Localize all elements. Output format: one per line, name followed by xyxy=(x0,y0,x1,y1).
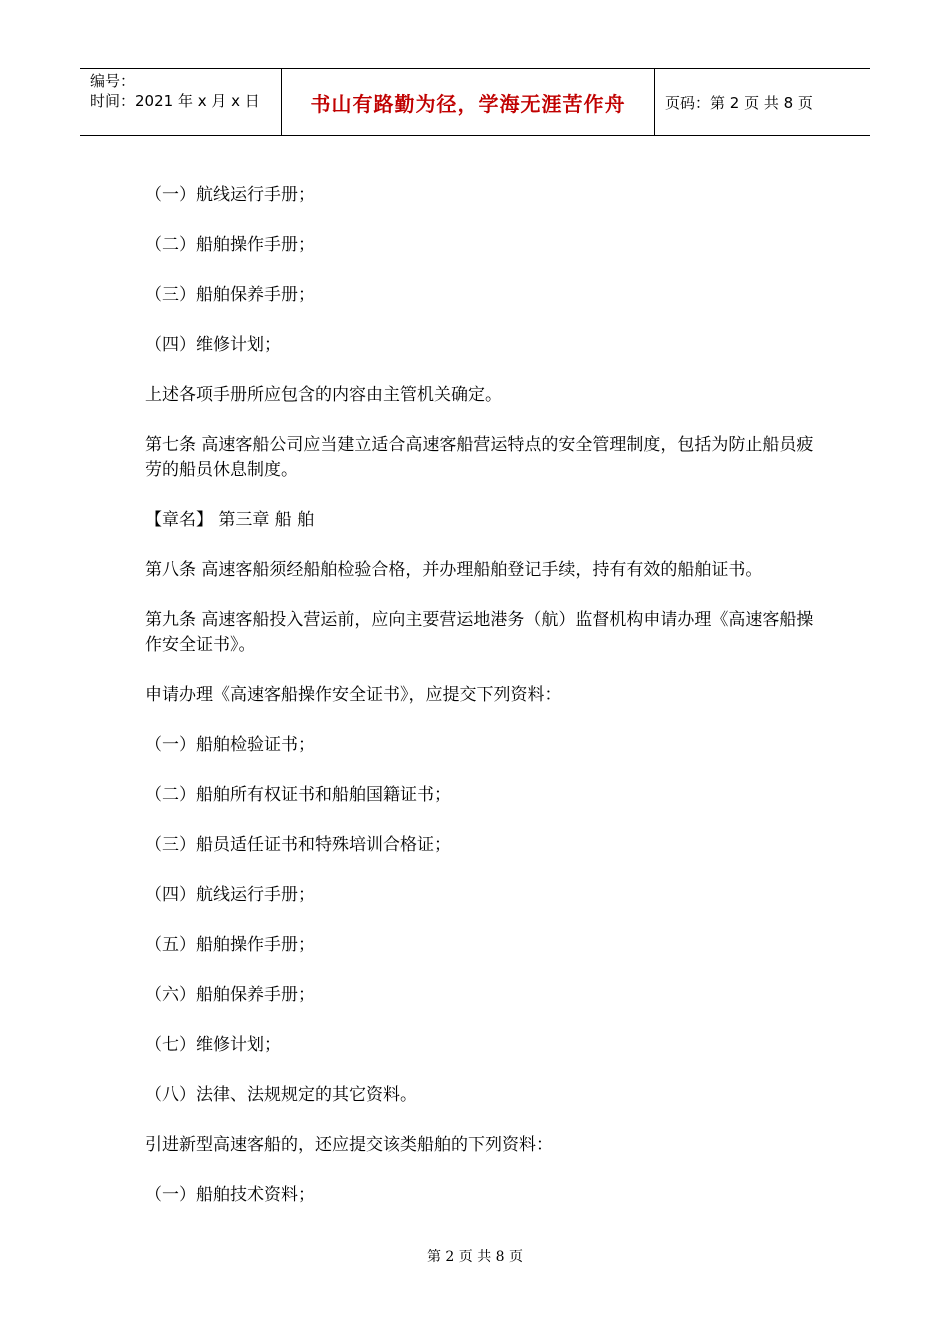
paragraph: 引进新型高速客船的，还应提交该类船舶的下列资料： xyxy=(145,1135,553,1155)
chapter-heading: 【章名】 第三章 船 舶 xyxy=(145,510,315,530)
page-header xyxy=(80,68,870,136)
paragraph: （四）维修计划； xyxy=(145,335,281,355)
list-item: （三）船员适任证书和特殊培训合格证； xyxy=(145,835,451,855)
document-date-label: 时间：2021 年 x 月 x 日 xyxy=(90,92,260,110)
list-item: （一）船舶检验证书； xyxy=(145,735,315,755)
document-body xyxy=(145,183,825,1233)
article-7: 第七条 高速客船公司应当建立适合高速客船营运特点的安全管理制度，包括为防止船员疲劳的船员休息制度。 xyxy=(145,435,814,480)
document-number-label: 编号： xyxy=(90,72,136,90)
header-meta xyxy=(80,69,282,135)
list-item: （八）法律、法规规定的其它资料。 xyxy=(145,1085,417,1105)
list-item: （五）船舶操作手册； xyxy=(145,935,315,955)
list-item: （六）船舶保养手册； xyxy=(145,985,315,1005)
paragraph: 申请办理《高速客船操作安全证书》，应提交下列资料： xyxy=(145,685,562,705)
paragraph: （二）船舶操作手册； xyxy=(145,235,315,255)
header-motto: 书山有路勤为径，学海无涯苦作舟 xyxy=(282,69,655,135)
article-8: 第八条 高速客船须经船舶检验合格，并办理船舶登记手续，持有有效的船舶证书。 xyxy=(145,560,763,580)
list-item: （二）船舶所有权证书和船舶国籍证书； xyxy=(145,785,451,805)
paragraph: （三）船舶保养手册； xyxy=(145,285,315,305)
list-item: （一）船舶技术资料； xyxy=(145,1185,315,1205)
page-footer: 第 2 页 共 8 页 xyxy=(426,1249,524,1265)
list-item: （七）维修计划； xyxy=(145,1035,281,1055)
paragraph: （一）航线运行手册； xyxy=(145,185,315,205)
paragraph: 上述各项手册所应包含的内容由主管机关确定。 xyxy=(145,385,502,405)
list-item: （四）航线运行手册； xyxy=(145,885,315,905)
article-9: 第九条 高速客船投入营运前，应向主要营运地港务（航）监督机构申请办理《高速客船操作安全证书》。 xyxy=(145,610,814,655)
header-page-label: 页码：第 2 页 共 8 页 xyxy=(665,93,813,112)
